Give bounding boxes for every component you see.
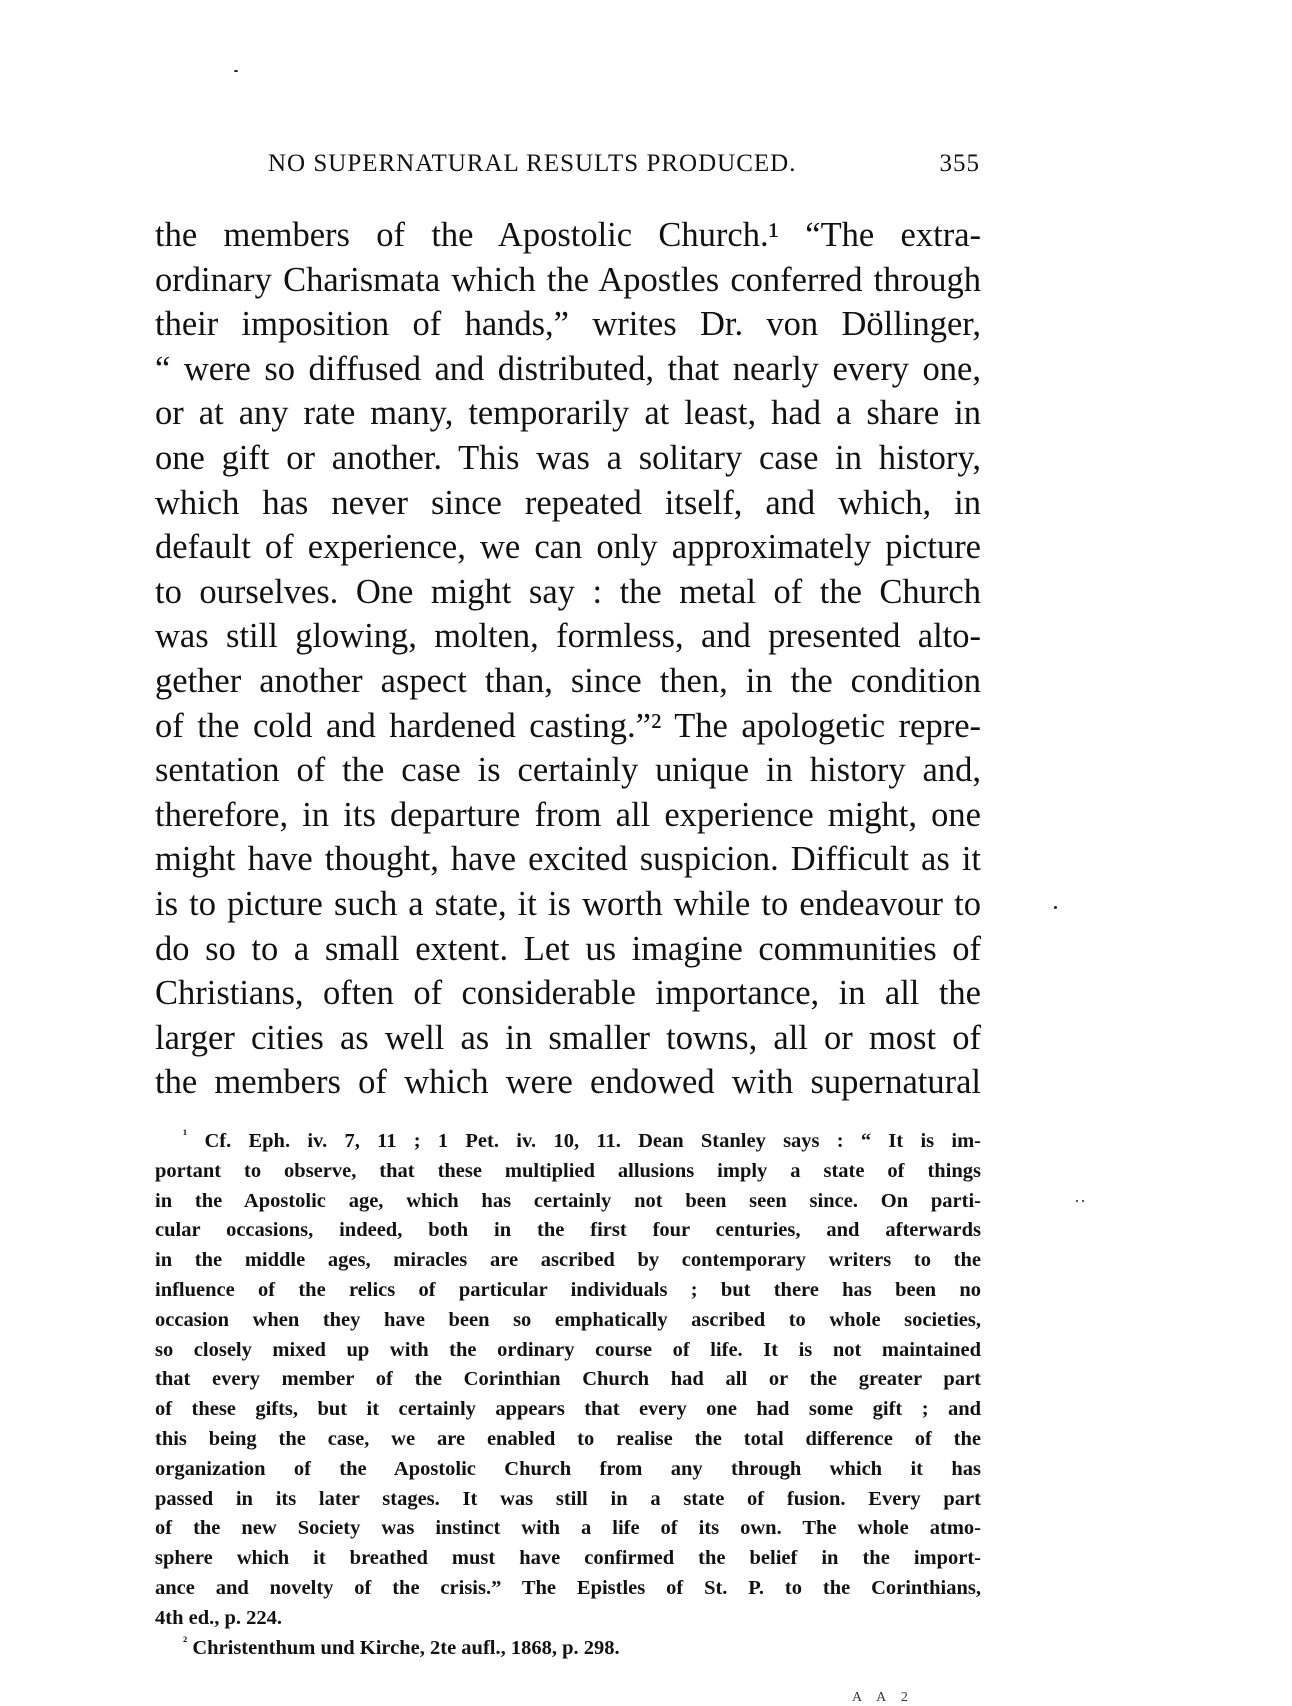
footnote-1-line: organization of the Apostolic Church from any through which it has <box>155 1457 981 1480</box>
stray-ink-dot <box>1076 1200 1078 1202</box>
footnote-1-line: this being the case, we are enabled to realise the total difference of the <box>155 1427 981 1450</box>
stray-ink-dot <box>234 70 238 72</box>
signature-mark: A A 2 <box>852 1690 914 1705</box>
page-number: 355 <box>939 150 980 177</box>
footnote-1-first-line <box>155 1127 981 1157</box>
stray-ink-dot <box>1054 906 1057 909</box>
footnote-1-line: so closely mixed up with the ordinary course of life. It is not maintained <box>155 1338 981 1361</box>
body-line: gether another aspect than, since then, in the condition <box>155 661 981 700</box>
footnote-2-marker: ² <box>183 1634 188 1650</box>
footnote-1-line: occasion when they have been so emphatically ascribed to whole societies, <box>155 1308 981 1331</box>
footnote-1-line: of these gifts, but it certainly appears that every one had some gift ; and <box>155 1398 981 1421</box>
body-line: was still glowing, molten, formless, and presented alto- <box>155 617 981 656</box>
body-line: one gift or another. This was a solitary case in history, <box>155 438 981 477</box>
footnote-1-line: passed in its later stages. It was still in a state of fusion. Every part <box>155 1487 981 1510</box>
footnote-1-marker: ¹ <box>183 1128 188 1144</box>
body-line: ordinary Charismata which the Apostles conferred through <box>155 260 981 299</box>
body-line: sentation of the case is certainly unique in history and, <box>155 751 981 790</box>
body-line: might have thought, have excited suspicion. Difficult as it <box>155 840 981 879</box>
footnote-1-line: in the middle ages, miracles are ascribed by contemporary writers to the <box>155 1249 981 1272</box>
footnote-2-text: Christenthum und Kirche, 2te aufl., 1868, p. 298. <box>192 1636 620 1659</box>
body-line: or at any rate many, temporarily at least, had a share in <box>155 394 981 433</box>
footnote-1-line: cular occasions, indeed, both in the first four centuries, and afterwards <box>155 1219 981 1242</box>
footnotes <box>155 1127 981 1663</box>
footnote-1-line: influence of the relics of particular individuals ; but there has been no <box>155 1278 981 1301</box>
footnote-1-line: ance and novelty of the crisis.” The Epistles of St. P. to the Corinthians, <box>155 1576 981 1599</box>
body-line: do so to a small extent. Let us imagine communities of <box>155 929 981 968</box>
body-line: the members of the Apostolic Church.¹ “The extra- <box>155 216 981 254</box>
body-line: “ were so diffused and distributed, that nearly every one, <box>155 349 981 388</box>
footnote-1-line: that every member of the Corinthian Church had all or the greater part <box>155 1368 981 1391</box>
body-text <box>155 213 981 1105</box>
body-line: to ourselves. One might say : the metal of the Church <box>155 572 981 611</box>
footnote-1-line: 4th ed., p. 224. <box>155 1606 283 1629</box>
footnote-1-line: of the new Society was instinct with a life of its own. The whole atmo- <box>155 1517 981 1540</box>
footnote-1-line: portant to observe, that these multiplied allusions imply a state of things <box>155 1159 981 1182</box>
stray-ink-dot <box>1082 1200 1084 1202</box>
body-line: of the cold and hardened casting.”² The apologetic repre- <box>155 706 981 745</box>
body-line: Christians, often of considerable importance, in all the <box>155 974 981 1013</box>
body-line: is to picture such a state, it is worth while to endeavour to <box>155 884 981 923</box>
running-head: NO SUPERNATURAL RESULTS PRODUCED. <box>268 150 797 177</box>
body-line: their imposition of hands,” writes Dr. von Döllinger, <box>155 305 981 344</box>
body-line: larger cities as well as in smaller towns, all or most of <box>155 1018 981 1057</box>
footnote-2 <box>155 1634 981 1664</box>
footnote-1-line: sphere which it breathed must have confirmed the belief in the import- <box>155 1547 981 1570</box>
body-line: therefore, in its departure from all experience might, one <box>155 795 981 834</box>
page-header <box>268 150 980 178</box>
body-line: which has never since repeated itself, and which, in <box>155 483 981 522</box>
footnote-1-line: in the Apostolic age, which has certainly not been seen since. On parti- <box>155 1189 981 1212</box>
footnote-1-line: Cf. Eph. iv. 7, 11 ; 1 Pet. iv. 10, 11. Dean Stanley says : “ It is im- <box>204 1130 981 1152</box>
body-line: the members of which were endowed with supernatural <box>155 1063 981 1102</box>
body-line: default of experience, we can only approximately picture <box>155 528 981 567</box>
